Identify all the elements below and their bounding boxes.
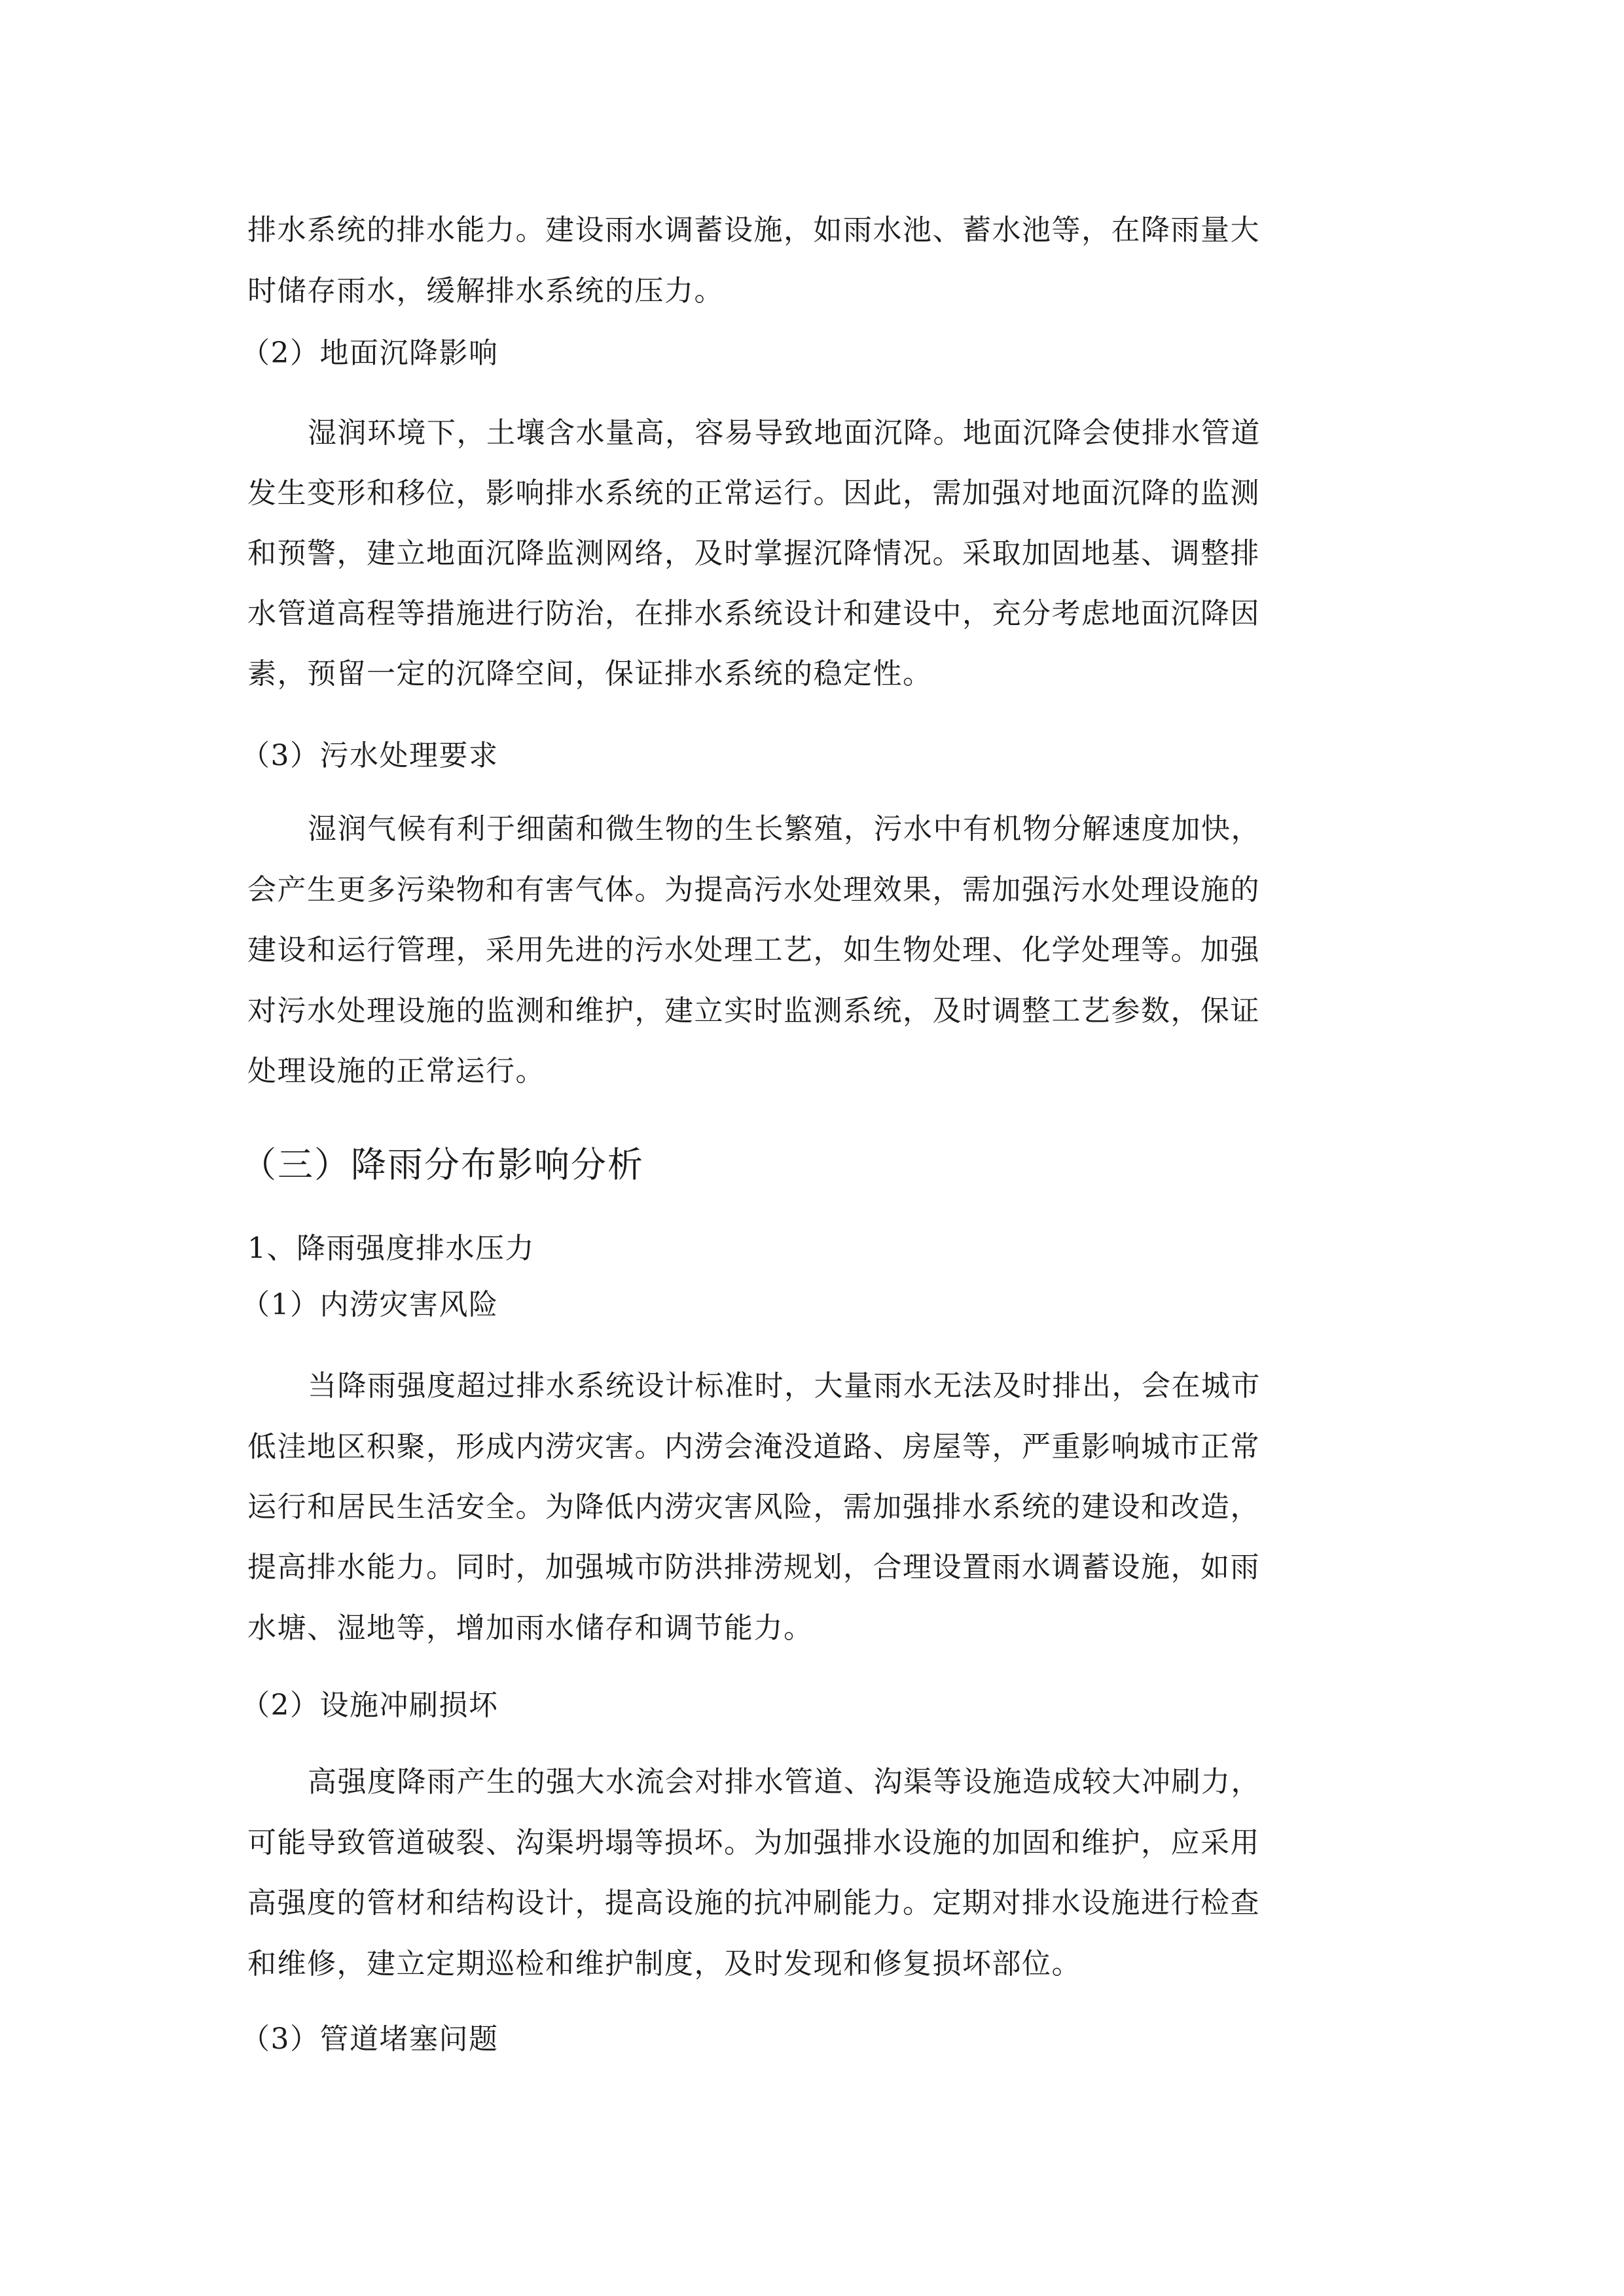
section-heading-rainfall-distribution: （三）降雨分布影响分析 xyxy=(241,1144,644,1185)
paragraph-line: 水塘、湿地等，增加雨水储存和调节能力。 xyxy=(247,1611,814,1645)
paragraph-line: 运行和居民生活安全。为降低内涝灾害风险，需加强排水系统的建设和改造， xyxy=(247,1490,1260,1524)
paragraph-line: 素，预留一定的沉降空间，保证排水系统的稳定性。 xyxy=(247,657,933,691)
paragraph-line: 高强度降雨产生的强大水流会对排水管道、沟渠等设施造成较大冲刷力， xyxy=(308,1765,1261,1799)
paragraph-line: 会产生更多污染物和有害气体。为提高污水处理效果，需加强污水处理设施的 xyxy=(247,873,1260,906)
subheading-pipe-blockage: （3）管道堵塞问题 xyxy=(241,2022,499,2056)
paragraph-line: 建设和运行管理，采用先进的污水处理工艺，如生物处理、化学处理等。加强 xyxy=(247,933,1260,967)
paragraph-line: 发生变形和移位，影响排水系统的正常运行。因此，需加强对地面沉降的监测 xyxy=(247,476,1260,510)
subheading-facility-scour: （2）设施冲刷损坏 xyxy=(241,1689,499,1722)
paragraph-line: 提高排水能力。同时，加强城市防洪排涝规划，合理设置雨水调蓄设施，如雨 xyxy=(247,1551,1260,1584)
subheading-sewage-treatment: （3）污水处理要求 xyxy=(241,739,499,772)
paragraph-line: 低洼地区积聚，形成内涝灾害。内涝会淹没道路、房屋等，严重影响城市正常 xyxy=(247,1430,1260,1463)
paragraph-line: 和预警，建立地面沉降监测网络，及时掌握沉降情况。采取加固地基、调整排 xyxy=(247,537,1260,570)
paragraph-line: 对污水处理设施的监测和维护，建立实时监测系统，及时调整工艺参数，保证 xyxy=(247,994,1260,1028)
paragraph-line: 湿润气候有利于细菌和微生物的生长繁殖，污水中有机物分解速度加快， xyxy=(308,812,1261,846)
paragraph-line: 当降雨强度超过排水系统设计标准时，大量雨水无法及时排出，会在城市 xyxy=(308,1369,1261,1403)
subheading-ground-settlement: （2）地面沉降影响 xyxy=(241,336,499,370)
paragraph-line: 时储存雨水，缓解排水系统的压力。 xyxy=(247,274,724,308)
paragraph-line: 排水系统的排水能力。建设雨水调蓄设施，如雨水池、蓄水池等，在降雨量大 xyxy=(247,213,1260,247)
item-heading-rainfall-intensity: 1、降雨强度排水压力 xyxy=(247,1232,535,1265)
paragraph-line: 水管道高程等措施进行防治，在排水系统设计和建设中，充分考虑地面沉降因 xyxy=(247,597,1260,630)
paragraph-line: 高强度的管材和结构设计，提高设施的抗冲刷能力。定期对排水设施进行检查 xyxy=(247,1886,1260,1920)
paragraph-line: 处理设施的正常运行。 xyxy=(247,1054,545,1088)
paragraph-line: 和维修，建立定期巡检和维护制度，及时发现和修复损坏部位。 xyxy=(247,1947,1081,1981)
paragraph-line: 湿润环境下，土壤含水量高，容易导致地面沉降。地面沉降会使排水管道 xyxy=(308,416,1261,450)
paragraph-line: 可能导致管道破裂、沟渠坍塌等损坏。为加强排水设施的加固和维护，应采用 xyxy=(247,1826,1260,1859)
subheading-waterlogging-risk: （1）内涝灾害风险 xyxy=(241,1288,499,1321)
